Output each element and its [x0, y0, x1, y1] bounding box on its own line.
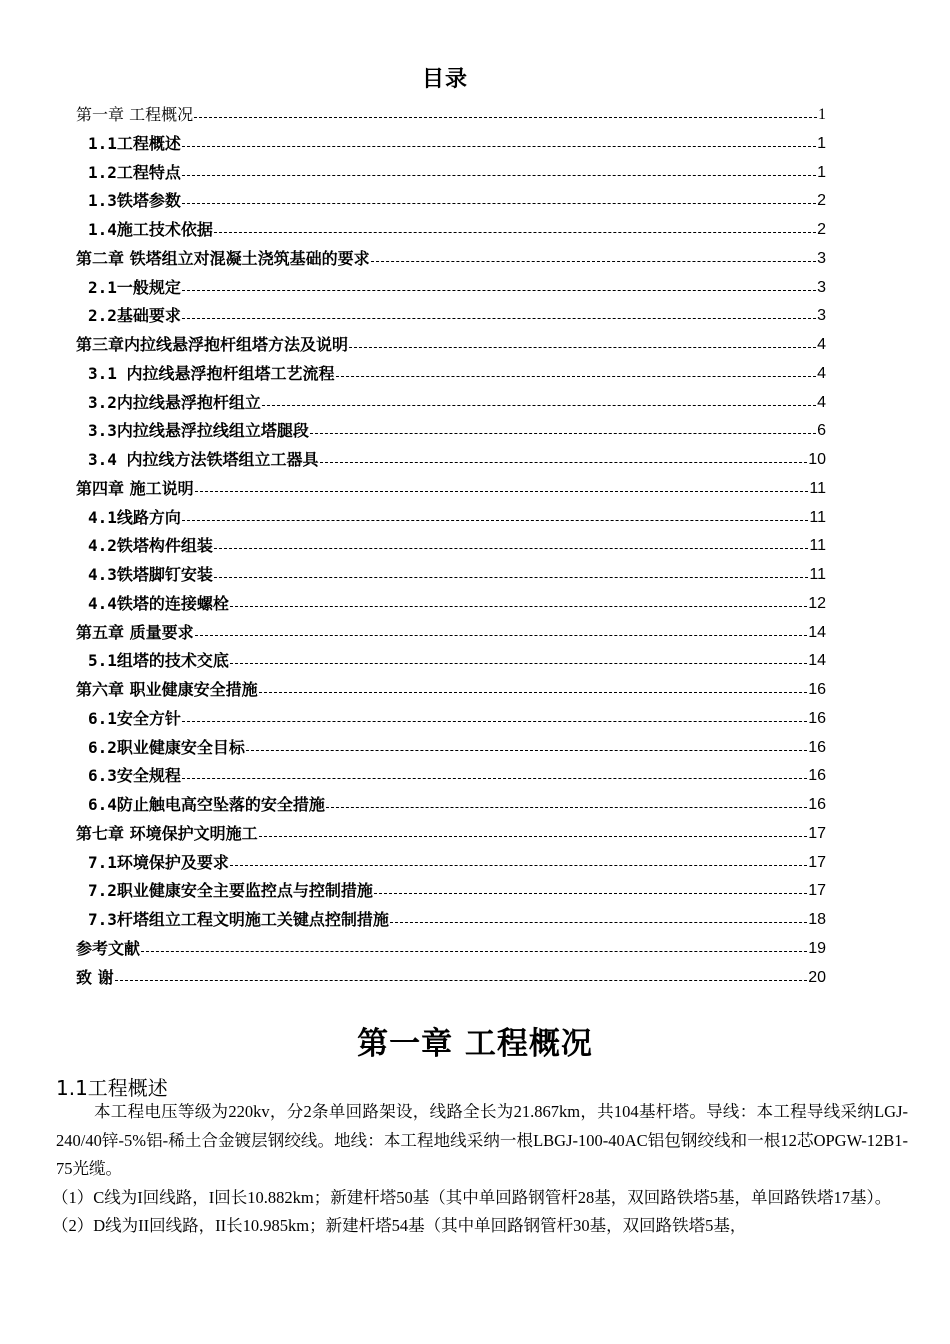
toc-entry-page: 19 [808, 939, 826, 957]
toc-entry[interactable] [88, 303, 826, 327]
toc-leader [374, 893, 807, 894]
toc-leader [259, 692, 808, 693]
toc-entry-page: 11 [809, 537, 826, 555]
toc-leader [214, 548, 808, 549]
body-text [52, 1098, 908, 1241]
toc-entry-page: 14 [808, 623, 826, 641]
toc-entry[interactable] [88, 562, 826, 586]
toc-entry-label: 4.2铁塔构件组装 [88, 536, 213, 556]
toc-entry-page: 3 [817, 307, 826, 325]
toc-entry-label: 1.4施工技术依据 [88, 220, 213, 239]
toc-leader [230, 606, 807, 607]
toc-entry-page: 16 [808, 767, 826, 785]
toc-entry-page: 16 [808, 681, 826, 698]
toc-entry-label: 3.2内拉线悬浮抱杆组立 [88, 392, 261, 412]
toc-entry-label: 1.3铁塔参数 [88, 191, 181, 211]
toc-entry[interactable] [76, 936, 826, 960]
toc-entry-label: 6.1安全方针 [88, 708, 181, 728]
toc-entry-page: 17 [808, 882, 826, 900]
toc-entry[interactable] [88, 188, 826, 212]
toc-entry[interactable] [88, 763, 826, 787]
toc-entry-page: 16 [808, 709, 826, 727]
toc-entry-label: 4.4铁塔的连接螺栓 [88, 593, 229, 613]
toc-entry-label: 1.2工程特点 [88, 162, 181, 182]
toc-entry[interactable] [88, 850, 826, 874]
toc-entry-page: 1 [817, 134, 826, 152]
toc-entry-page: 1 [817, 163, 826, 181]
toc-leader [182, 778, 807, 779]
toc-entry-page: 12 [808, 594, 826, 612]
toc-leader [320, 462, 808, 463]
toc-leader [336, 376, 817, 377]
toc-leader [195, 635, 808, 636]
toc-entry-page: 3 [817, 249, 826, 267]
toc-entry[interactable] [88, 706, 826, 730]
toc-entry[interactable] [88, 447, 826, 471]
toc-entry-label: 7.3杆塔组立工程文明施工关键点控制措施 [88, 910, 389, 929]
toc-entry-label: 4.1线路方向 [88, 507, 181, 527]
toc-entry-page: 17 [808, 853, 826, 871]
toc-leader [246, 750, 807, 751]
toc-entry-label: 3.3内拉线悬浮拉线组立塔腿段 [88, 421, 309, 441]
toc-leader [182, 175, 816, 176]
toc-entry-label: 第三章内拉线悬浮抱杆组塔方法及说明 [76, 335, 349, 354]
toc-entry[interactable] [88, 878, 826, 902]
toc-entry-label: 6.4防止触电高空坠落的安全措施 [88, 795, 325, 814]
toc-entry[interactable] [88, 505, 826, 529]
toc-entry-page: 4 [817, 336, 826, 353]
toc-entry-page: 16 [808, 738, 826, 756]
toc-entry-page: 10 [808, 451, 826, 468]
toc-entry-label: 7.2职业健康安全主要监控点与控制措施 [88, 881, 373, 901]
toc-entry[interactable] [88, 361, 826, 385]
toc-entry-page: 20 [808, 968, 826, 986]
toc-entry-label: 参考文献 [76, 938, 141, 958]
toc-leader [214, 232, 816, 233]
toc-entry-label: 第五章 质量要求 [76, 622, 194, 642]
toc-entry-label: 致 谢 [76, 967, 114, 987]
toc-entry-label: 6.2职业健康安全目标 [88, 737, 245, 757]
toc-entry-page: 2 [817, 192, 826, 210]
toc-leader [349, 347, 816, 348]
section-heading: 1.1工程概述 [56, 1076, 168, 1100]
toc-leader [230, 865, 807, 866]
toc-leader [141, 951, 807, 952]
toc-entry-label: 第四章 施工说明 [76, 478, 194, 498]
toc-entry-label: 3.4 内拉线方法铁塔组立工器具 [88, 450, 319, 469]
toc-entry-label: 第一章 工程概况 [76, 105, 194, 124]
toc-leader [182, 203, 816, 204]
toc-leader [371, 261, 817, 262]
toc-entry[interactable] [88, 131, 826, 155]
toc-entry-page: 18 [808, 911, 826, 928]
toc-leader [182, 721, 807, 722]
list-item: （1）C线为I回线路，I回长10.882km；新建杆塔50基（其中单回路钢管杆28基，双回路铁塔5基，单回路铁塔17基）。 [52, 1187, 892, 1207]
toc-entry-label: 第二章 铁塔组立对混凝土浇筑基础的要求 [76, 248, 370, 268]
paragraph: 本工程电压等级为220kv，分2条单回路架设，线路全长为21.867km，共104基杆塔。导线：本工程导线采纳LGJ-240/40锌-5%铝-稀土合金镀层钢绞线。地线：本工程地线采纳一根LBGJ-100-40AC铝包钢绞线和一根12芯OPGW-12B1-75光缆。 [56, 1102, 908, 1178]
toc-leader [182, 520, 808, 521]
toc-entry[interactable] [88, 418, 826, 442]
toc-entry[interactable] [76, 620, 826, 644]
toc-entry-label: 5.1组塔的技术交底 [88, 651, 229, 671]
toc-entry[interactable] [88, 735, 826, 759]
toc-entry[interactable] [76, 102, 826, 126]
toc-entry-page: 2 [817, 221, 826, 238]
toc-entry-label: 1.1工程概述 [88, 133, 181, 153]
toc-leader [182, 146, 816, 147]
toc-entry-page: 14 [808, 652, 826, 670]
toc-title: 目录 [421, 67, 468, 92]
toc-entry[interactable] [76, 332, 826, 356]
toc-entry[interactable] [88, 907, 826, 931]
toc-entry-label: 6.3安全规程 [88, 766, 181, 786]
toc-leader [310, 433, 816, 434]
toc-entry-label: 第七章 环境保护文明施工 [76, 823, 258, 843]
toc-entry[interactable] [76, 476, 826, 500]
toc-leader [390, 922, 807, 923]
toc-entry[interactable] [88, 217, 826, 241]
toc-entry[interactable] [76, 965, 826, 989]
toc-entry[interactable] [88, 275, 826, 299]
toc-entry[interactable] [76, 677, 826, 701]
toc-leader [195, 491, 809, 492]
toc-leader [230, 663, 807, 664]
toc-leader [259, 836, 808, 837]
toc-entry-label: 3.1 内拉线悬浮抱杆组塔工艺流程 [88, 363, 335, 383]
toc-leader [182, 290, 816, 291]
toc-entry[interactable] [88, 792, 826, 816]
toc-entry[interactable] [88, 648, 826, 672]
toc-entry-page: 16 [808, 796, 826, 813]
toc-entry-label: 2.1一般规定 [88, 277, 181, 297]
toc-entry-page: 11 [809, 566, 826, 583]
toc-entry-page: 17 [808, 824, 826, 842]
toc-entry-page: 11 [809, 508, 826, 526]
toc-leader [326, 807, 807, 808]
toc-leader [182, 318, 816, 319]
toc-entry-page: 11 [809, 479, 826, 497]
toc-entry[interactable] [88, 160, 826, 184]
toc-leader [262, 405, 816, 406]
toc-entry[interactable] [88, 591, 826, 615]
toc-entry-label: 2.2基础要求 [88, 306, 181, 326]
toc-leader [214, 577, 808, 578]
toc-entry-label: 第六章 职业健康安全措施 [76, 680, 258, 699]
list-item: （2）D线为II回线路，II长10.985km；新建杆塔54基（其中单回路钢管杆30基，双回路铁塔5基， [52, 1216, 747, 1235]
toc-entry[interactable] [76, 821, 826, 845]
toc-entry-label: 7.1环境保护及要求 [88, 852, 229, 872]
toc-entry-label: 4.3铁塔脚钉安装 [88, 565, 213, 584]
toc-entry-page: 6 [817, 422, 826, 440]
toc-leader [115, 980, 808, 981]
toc-entry[interactable] [76, 246, 826, 270]
toc-entry[interactable] [88, 533, 826, 557]
toc-entry-page: 1 [818, 106, 826, 123]
toc-entry-page: 4 [817, 364, 826, 382]
chapter-heading: 第一章 工程概况 [357, 1026, 593, 1062]
toc-leader [194, 117, 817, 118]
toc-entry-page: 3 [817, 278, 826, 296]
toc-entry[interactable] [88, 390, 826, 414]
toc-entry-page: 4 [817, 393, 826, 411]
